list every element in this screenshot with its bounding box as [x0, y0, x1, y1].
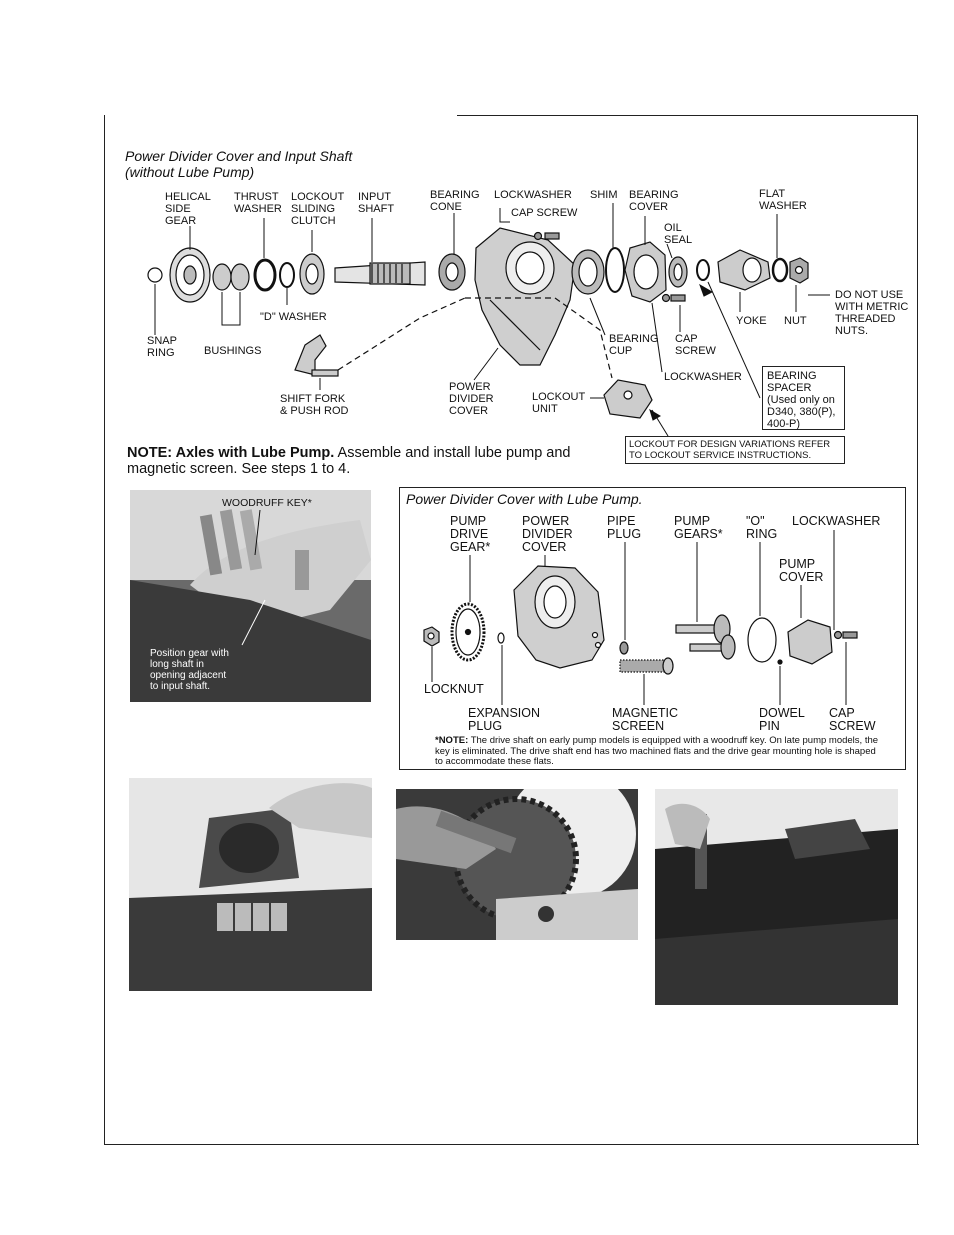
label-cap-screw-mid: CAP SCREW	[675, 333, 716, 357]
pump-gears-part	[676, 615, 735, 659]
label-pipe-plug: PIPE PLUG	[607, 514, 642, 541]
dowel-pin-part	[778, 660, 782, 664]
label-expansion-plug: EXPANSION PLUG	[468, 706, 541, 733]
label-lube-cap-screw: CAP SCREW	[829, 706, 876, 733]
label-pump-cover: PUMP COVER	[779, 557, 824, 584]
photo-cap-screw-tighten	[655, 789, 898, 1005]
pipe-plug-part	[620, 642, 628, 654]
photo1-caption: Position gear with long shaft in opening adjacent to input shaft.	[150, 648, 229, 692]
label-locknut: LOCKNUT	[424, 682, 484, 696]
lube-cap-screw-part	[835, 632, 858, 639]
label-shim: SHIM	[590, 189, 618, 201]
lube-diagram-title: Power Divider Cover with Lube Pump.	[406, 491, 643, 507]
label-dowel-pin: DOWEL PIN	[759, 706, 805, 733]
label-flat-washer: FLAT WASHER	[759, 188, 807, 212]
diagram-title: Power Divider Cover and Input Shaft (without Lube Pump)	[125, 148, 353, 180]
footnote-bold: *NOTE:	[435, 735, 469, 746]
label-input-shaft: INPUT SHAFT	[358, 191, 395, 215]
label-pump-gears: PUMP GEARS*	[674, 514, 723, 541]
expansion-plug-part	[498, 633, 504, 643]
note-bold: NOTE: Axles with Lube Pump.	[127, 445, 335, 461]
magnetic-screen-part	[620, 658, 673, 674]
label-magnetic-screen: MAGNETIC SCREEN	[612, 706, 678, 733]
photo3-art	[396, 789, 638, 940]
label-bearing-cone: BEARING CONE	[430, 189, 480, 213]
label-bearing-cup: BEARING CUP	[609, 333, 659, 357]
label-lockout-sliding-clutch: LOCKOUT SLIDING CLUTCH	[291, 191, 345, 227]
photo-pump-cover-install	[129, 778, 372, 991]
label-do-not-use: DO NOT USE WITH METRIC THREADED NUTS.	[835, 289, 909, 337]
lube-footnote	[435, 736, 880, 768]
label-cap-screw-top: CAP SCREW	[511, 207, 578, 219]
label-bearing-spacer: BEARING SPACER (Used only on D340, 380(P), 400-P)	[767, 370, 836, 430]
label-lockout-unit: LOCKOUT UNIT	[532, 391, 586, 415]
label-d-washer: "D" WASHER	[260, 311, 327, 323]
label-lockwasher-mid: LOCKWASHER	[664, 371, 742, 383]
photo-drive-gear-install	[396, 789, 638, 940]
label-helical-side-gear: HELICAL SIDE GEAR	[165, 191, 211, 227]
pump-drive-gear-part	[452, 604, 484, 660]
label-lube-power-divider-cover: POWER DIVIDER COVER	[522, 514, 573, 554]
footnote-text: The drive shaft on early pump models is equipped with a woodruff key. On late pump models, the key is eliminated. The drive shaft end has two machined flats and the drive gear mounting hole is shaped to accommodate these flats.	[435, 735, 879, 767]
photo4-art	[655, 789, 898, 1005]
o-ring-part	[748, 618, 776, 662]
label-shift-fork: SHIFT FORK & PUSH ROD	[280, 393, 349, 417]
label-lockwasher-top: LOCKWASHER	[494, 189, 572, 201]
label-yoke: YOKE	[736, 315, 767, 327]
frame-bottom-line	[104, 1144, 919, 1145]
label-power-divider-cover-top: POWER DIVIDER COVER	[449, 381, 494, 417]
label-bushings: BUSHINGS	[204, 345, 262, 357]
label-oil-seal: OIL SEAL	[664, 222, 693, 246]
pump-cover-part	[788, 620, 832, 664]
lube-power-divider-cover-part	[514, 566, 604, 668]
note-text: Assemble and install lube pump and magnetic screen. See steps 1 to 4.	[127, 445, 571, 477]
locknut-part	[424, 627, 439, 646]
label-woodruff-key: WOODRUFF KEY*	[222, 497, 312, 509]
label-pump-drive-gear: PUMP DRIVE GEAR*	[450, 514, 491, 554]
label-lube-lockwasher: LOCKWASHER	[792, 514, 881, 528]
label-bearing-cover: BEARING COVER	[629, 189, 679, 213]
label-thrust-washer: THRUST WASHER	[234, 191, 282, 215]
label-lockout-note: LOCKOUT FOR DESIGN VARIATIONS REFER TO LOCKOUT SERVICE INSTRUCTIONS.	[629, 439, 831, 461]
photo2-art	[129, 778, 372, 991]
label-snap-ring: SNAP RING	[147, 335, 177, 359]
label-nut: NUT	[784, 315, 807, 327]
label-o-ring: "O" RING	[746, 514, 778, 541]
